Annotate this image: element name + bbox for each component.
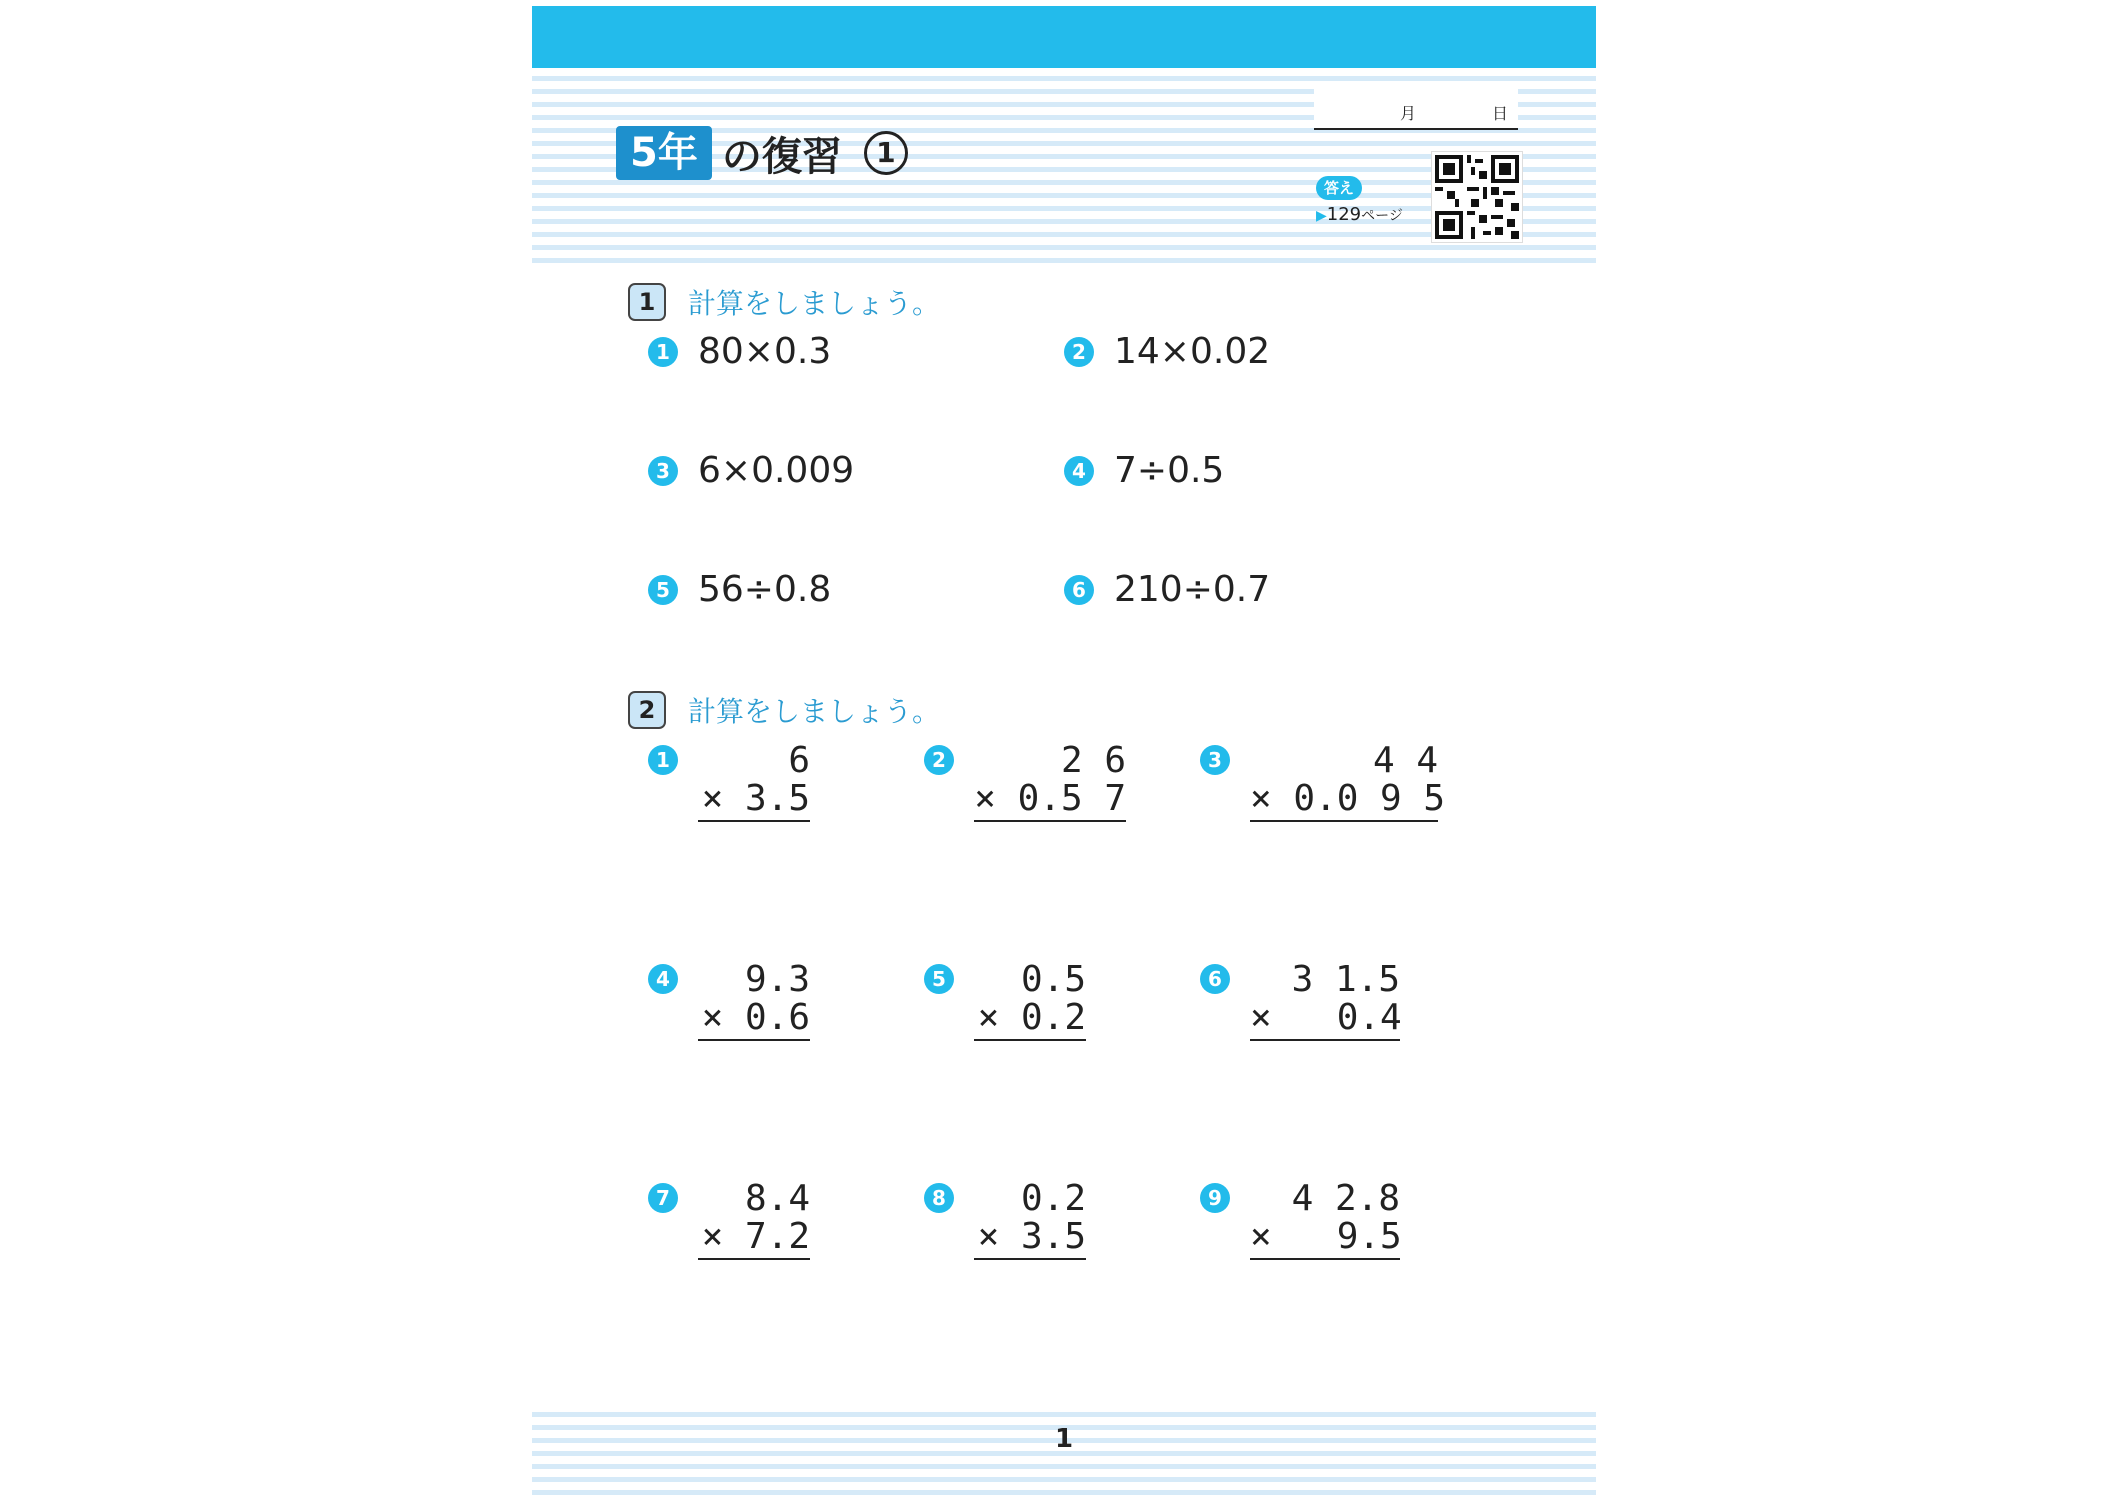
problem-number-badge: 8: [924, 1183, 954, 1213]
problem-number-badge: 4: [648, 964, 678, 994]
section-1-number: 1: [628, 283, 666, 321]
problem-number-badge: 5: [648, 575, 678, 605]
multiplicand: 2 6: [1060, 740, 1126, 781]
problem-number-badge: 1: [648, 337, 678, 367]
day-label: 日: [1491, 104, 1508, 123]
problem-number-badge: 1: [648, 745, 678, 775]
vertical-multiplication: [1250, 1180, 1400, 1260]
multiplier: × 3.5: [974, 1218, 1086, 1260]
section-1-heading: [628, 282, 940, 322]
vertical-multiplication: [974, 742, 1126, 822]
problem-number-badge: 3: [648, 456, 678, 486]
problem-number-badge: 6: [1064, 575, 1094, 605]
vertical-multiplication: [1250, 961, 1400, 1041]
multiplicand: 4 4: [1372, 740, 1438, 781]
worksheet-page: [532, 0, 1596, 1500]
section-2-heading: [628, 690, 940, 730]
multiplier: × 0.2: [974, 999, 1086, 1041]
vertical-multiplication: [974, 1180, 1086, 1260]
title-number: 1: [864, 131, 908, 175]
multiplicand: 8.4: [744, 1178, 810, 1219]
top-color-bar: [532, 6, 1596, 68]
vertical-multiplication: [1250, 740, 1446, 822]
month-label: 月: [1400, 104, 1417, 123]
multiplier: × 3.5: [698, 780, 810, 822]
page-number: 1: [1054, 1424, 1074, 1454]
page-title: [616, 126, 908, 180]
date-field[interactable]: [1314, 86, 1518, 130]
answer-badge: 答え: [1316, 176, 1362, 200]
grade-badge: 5年: [616, 126, 712, 180]
multiplicand: 4 2.8: [1291, 1178, 1400, 1219]
problem-expression: 6×0.009: [698, 450, 855, 491]
multiplicand: 6: [788, 740, 810, 781]
problem-number-badge: 2: [1064, 337, 1094, 367]
problem-number-badge: 5: [924, 964, 954, 994]
vertical-multiplication: [698, 1180, 810, 1260]
multiplier: × 0.6: [698, 999, 810, 1041]
problem-number-badge: 2: [924, 745, 954, 775]
qr-code-graphic: [1435, 155, 1519, 239]
answer-page-ref: [1316, 204, 1403, 225]
problem-expression: 14×0.02: [1114, 331, 1271, 372]
qr-code-icon[interactable]: [1432, 152, 1522, 242]
header-area: [532, 68, 1596, 264]
problem-expression: 7÷0.5: [1114, 450, 1225, 491]
title-text: の復習: [721, 133, 842, 180]
triangle-icon: ▶: [1316, 208, 1327, 224]
vertical-multiplication: [698, 742, 810, 822]
problem-number-badge: 6: [1200, 964, 1230, 994]
multiplicand: 3 1.5: [1291, 959, 1400, 1000]
problem-number-badge: 3: [1200, 745, 1230, 775]
answer-page-number: 129: [1326, 204, 1362, 225]
multiplicand: 9.3: [744, 959, 810, 1000]
multiplier: × 0.5 7: [974, 780, 1126, 822]
vertical-multiplication: [698, 961, 810, 1041]
multiplicand: 0.2: [1020, 1178, 1086, 1219]
multiplicand: 0.5: [1020, 959, 1086, 1000]
vertical-multiplication: [974, 961, 1086, 1041]
section-2-instruction: 計算をしましょう。: [688, 695, 941, 728]
section-1-instruction: 計算をしましょう。: [688, 287, 941, 320]
multiplier: × 7.2: [698, 1218, 810, 1260]
section-2-number: 2: [628, 691, 666, 729]
multiplier: × 0.4: [1250, 999, 1400, 1041]
problem-number-badge: 4: [1064, 456, 1094, 486]
problem-number-badge: 7: [648, 1183, 678, 1213]
problem-expression: 210÷0.7: [1114, 569, 1271, 610]
problem-number-badge: 9: [1200, 1183, 1230, 1213]
problem-expression: 80×0.3: [698, 331, 832, 372]
problem-expression: 56÷0.8: [698, 569, 832, 610]
answer-page-suffix: ページ: [1361, 208, 1403, 224]
multiplier: × 9.5: [1250, 1218, 1400, 1260]
multiplier: × 0.0 9 5: [1250, 780, 1438, 822]
